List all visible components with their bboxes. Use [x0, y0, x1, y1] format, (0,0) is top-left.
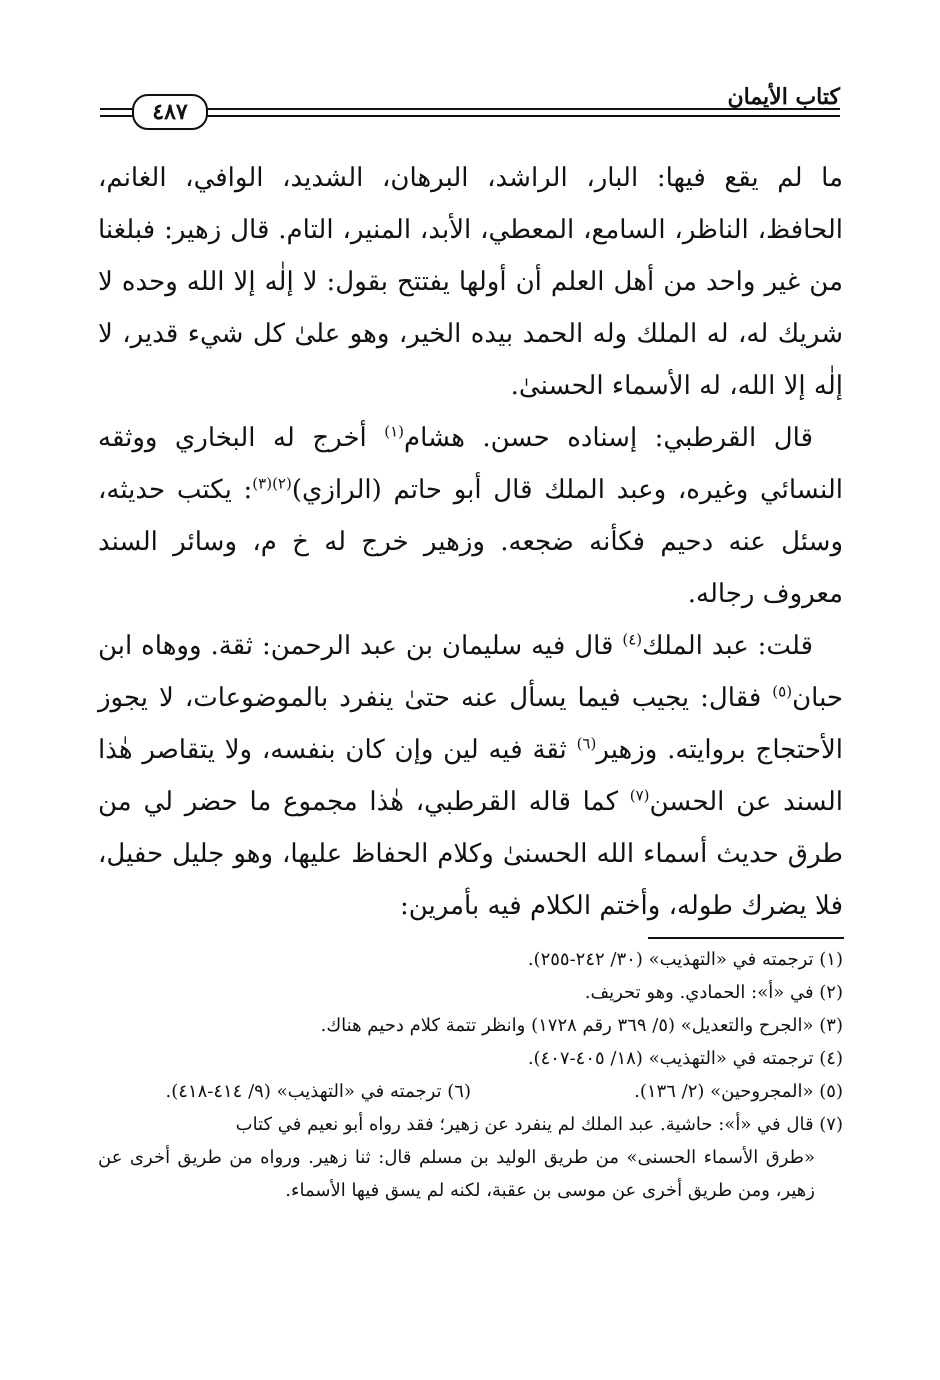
- header-rule-bottom: [100, 115, 840, 117]
- footnote-marker: (٦): [576, 734, 597, 753]
- text-span: كما قاله القرطبي، هٰذا مجموع ما حضر لي من طرق حديث أسماء الله الحسنىٰ وكلام الحفاظ عليها، وهو جليل حفيل، فلا يضرك طوله، وأختم الكلام فيه بأمرين:: [98, 787, 843, 921]
- paragraph-qurtubi: [98, 412, 843, 620]
- footnotes: [98, 943, 843, 1207]
- footnote-separator: [648, 937, 844, 939]
- footnote-marker: (٢): [272, 474, 292, 493]
- text-span: فقال: يجيب فيما يسأل عنه حتىٰ ينفرد بالموضوعات، لا يجوز الأحتجاج بروايته. وزهير: [98, 683, 843, 765]
- text-span: ثقة فيه لين وإن كان بنفسه، ولا يتقاصر هٰذا السند عن الحسن: [98, 735, 843, 817]
- footnote-5: (٥) «المجروحين» (٢/ ١٣٦).: [634, 1081, 843, 1102]
- footnote-row-5-6: [98, 1075, 843, 1108]
- book-title: كتاب الأيمان: [727, 84, 840, 110]
- text-span: أخرج له البخاري ووثقه النسائي وغيره، وعبد الملك قال أبو حاتم (الرازي): [98, 423, 843, 505]
- footnote-marker: (٤): [622, 630, 643, 649]
- text-span: قلت: عبد الملك: [642, 631, 813, 661]
- footnote-6: (٦) ترجمته في «التهذيب» (٩/ ٤١٤-٤١٨).: [165, 1081, 471, 1102]
- footnote-marker: (٣): [252, 474, 273, 493]
- footnote-marker: (١): [384, 422, 405, 441]
- footnote-1: (١) ترجمته في «التهذيب» (٣٠/ ٢٤٢-٢٥٥).: [527, 949, 843, 970]
- paragraph-author-note: [98, 620, 843, 932]
- main-text: [98, 152, 843, 932]
- page-number-badge: [132, 94, 208, 130]
- footnote-7: (٧) قال في «أ»: حاشية. عبد الملك لم ينفرد عن زهير؛ فقد رواه أبو نعيم في كتاب: [235, 1114, 843, 1135]
- page-number: ٤٨٧: [152, 99, 188, 125]
- footnote-marker: (٥): [772, 682, 793, 701]
- footnote-3: (٣) «الجرح والتعديل» (٥/ ٣٦٩ رقم ١٧٢٨) وانظر تتمة كلام دحيم هناك.: [320, 1015, 843, 1036]
- text-span: : يكتب حديثه، وسئل عنه دحيم فكأنه ضجعه. وزهير خرج له خ م، وسائر السند معروف رجاله.: [98, 475, 843, 609]
- footnote-7-continuation: «طرق الأسماء الحسنى» من طريق الوليد بن مسلم قال: ثنا زهير. ورواه من طريق أخرى عن زهير، ومن طريق أخرى عن موسى بن عقبة، لكنه لم يسق فيها الأسماء.: [98, 1147, 815, 1201]
- text-span: قال فيه سليمان بن عبد الرحمن: ثقة. ووهاه ابن حبان: [98, 631, 843, 713]
- paragraph-names-list: ما لم يقع فيها: البار، الراشد، البرهان، الشديد، الوافي، الغانم، الحافظ، الناظر، السامع، المعطي، الأبد، المنير، التام. قال زهير: فبلغنا من غير واحد من أهل العلم أن أولها يفتتح بقول: لا إلٰه إلا الله وحده لا شريك له، له الملك وله الحمد بيده الخير، وهو علىٰ كل شيء قدير، لا إلٰه إلا الله، له الأسماء الحسنىٰ.: [98, 163, 843, 401]
- footnote-2: (٢) في «أ»: الحمادي. وهو تحريف.: [584, 982, 843, 1003]
- text-span: قال القرطبي: إسناده حسن. هشام: [404, 423, 813, 453]
- footnote-marker: (٧): [629, 786, 650, 805]
- footnote-4: (٤) ترجمته في «التهذيب» (١٨/ ٤٠٥-٤٠٧).: [527, 1048, 843, 1069]
- running-header: [100, 84, 840, 130]
